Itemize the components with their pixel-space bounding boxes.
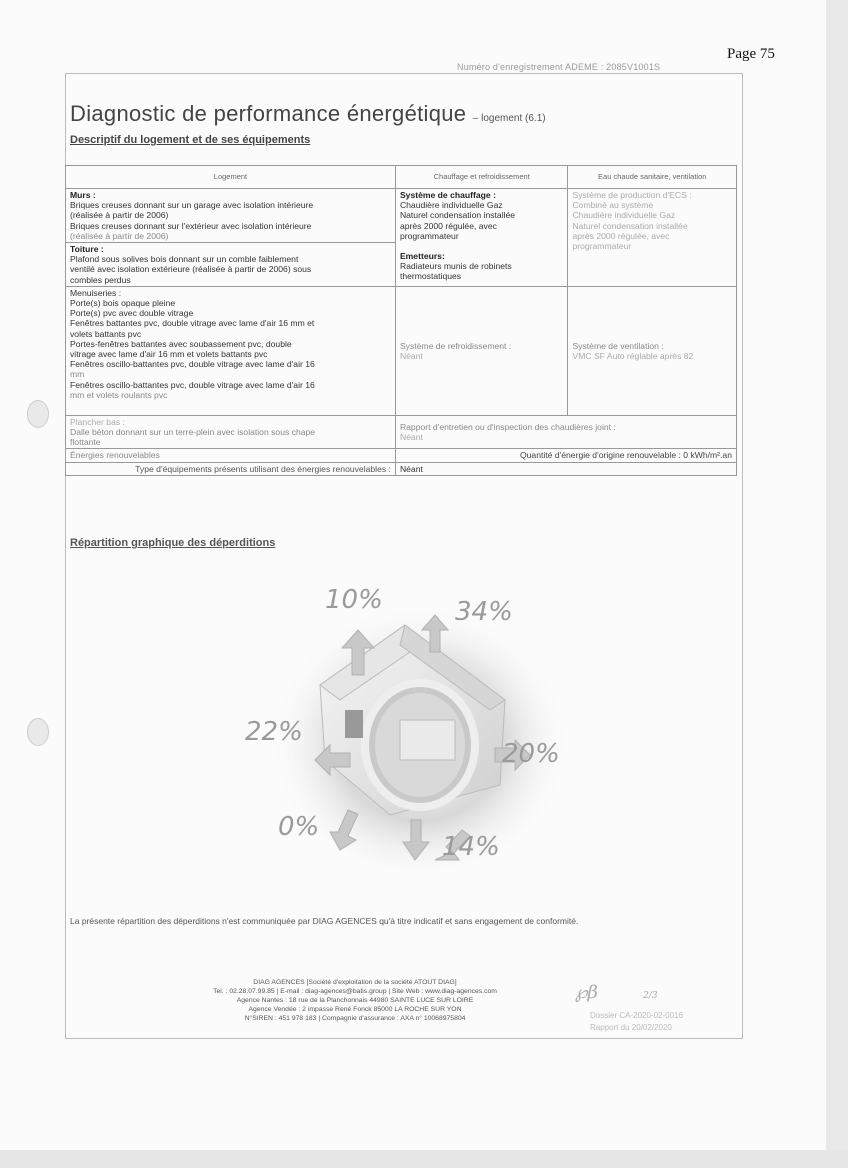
murs-line: (réalisée à partir de 2006) — [70, 210, 169, 221]
table-row — [66, 189, 737, 243]
menuiseries-line: mm et volets roulants pvc — [70, 389, 168, 400]
title-subtitle: – logement (6.1) — [472, 113, 546, 124]
plancher-line: flottante — [70, 437, 101, 448]
cell-renew-type-label: Type d'équipements présents utilisant des énergies renouvelables : — [66, 462, 396, 475]
menuiseries-line: Fenêtres battantes pvc, double vitrage avec lame d'air 16 mm et — [70, 318, 315, 329]
registration-number: Numéro d'enregistrement ADEME : 2085V1001S — [457, 62, 661, 72]
repartition-title: Répartition graphique des déperditions — [70, 537, 276, 549]
cell-refroidissement — [395, 286, 568, 415]
footer-line: Agence Nantes : 18 rue de la Planchonnais 44980 SAINTE LUCE SUR LOIRE — [236, 997, 474, 1004]
initials-signature: ℘β 2/3 — [575, 982, 658, 1003]
company-footer — [120, 978, 590, 1023]
ecs-line: programmateur — [572, 241, 632, 252]
ecs-label: Système de production d'ECS : — [572, 190, 692, 200]
menuiseries-line: volets battants pvc — [70, 328, 142, 339]
spacer — [400, 241, 564, 251]
table-header-row — [66, 166, 737, 189]
scan-edge — [826, 0, 848, 1168]
menuiseries-line: Porte(s) bois opaque pleine — [70, 298, 176, 309]
cell-toiture — [66, 243, 396, 287]
label-walls: 22% — [245, 717, 303, 747]
chauffage-line: Naturel condensation installée — [399, 210, 516, 221]
emetteurs-line: thermostatiques — [399, 271, 462, 282]
murs-line: Briques creuses donnant sur un garage avec isolation intérieure — [70, 200, 314, 211]
plancher-label: Plancher bas : — [70, 416, 125, 427]
section-title: Descriptif du logement et de ses équipements — [70, 134, 311, 146]
report-date: Rapport du 20/02/2020 — [590, 1023, 672, 1032]
ventilation-label: Système de ventilation : — [572, 340, 664, 351]
page-title — [70, 101, 546, 127]
menuiseries-line: Portes-fenêtres battantes avec soubassement pvc, double — [70, 338, 292, 349]
label-thermal-bridges: 0% — [278, 812, 320, 842]
ventilation-value: VMC SF Auto réglable après 82 — [572, 350, 694, 361]
cell-renew-qty: Quantité d'énergie d'origine renouvelable : 0 kWh/m².an — [395, 449, 736, 462]
label-roof: 10% — [325, 585, 383, 615]
page-number: Page 75 — [727, 46, 775, 62]
cell-ecs — [568, 189, 737, 287]
title-text: Diagnostic de performance énergétique — [70, 101, 467, 126]
menuiseries-line: mm — [70, 369, 85, 380]
binder-hole — [27, 400, 49, 428]
deperditions-diagram — [230, 570, 610, 870]
toiture-line: ventilé avec isolation extérieure (réalisée à partir de 2006) sous — [70, 264, 312, 275]
footer-line: DIAG AGENCES [Société d'exploitation de la société ATOUT DIAG] — [253, 979, 457, 986]
chauffage-line: Chaudière individuelle Gaz — [399, 200, 503, 211]
cell-menuiseries — [66, 286, 396, 415]
ecs-line: après 2000 régulée, avec — [572, 230, 670, 241]
cell-rapport — [395, 415, 736, 449]
table-row — [66, 286, 737, 415]
menuiseries-line: Fenêtres oscillo-battantes pvc, double vitrage avec lame d'air 16 — [70, 379, 315, 390]
equipment-table — [65, 165, 737, 476]
refroidissement-label: Système de refroidissement : — [399, 340, 512, 351]
menuiseries-label: Menuiseries : — [70, 287, 122, 298]
cell-renew-type-value: Néant — [395, 462, 736, 475]
murs-label: Murs : — [70, 190, 96, 200]
ecs-line: Naturel condensation installée — [572, 220, 688, 231]
disclaimer-note: La présente répartition des déperditions n'est communiquée par DIAG AGENCES qu'à titre indicatif et sans engagement de conformité. — [70, 916, 579, 926]
label-floor: 14% — [442, 832, 500, 862]
ecs-line: Chaudière individuelle Gaz — [572, 210, 676, 221]
murs-line: (réalisée à partir de 2006) — [70, 230, 169, 241]
chauffage-line: programmateur — [399, 230, 459, 241]
emetteurs-line: Radiateurs munis de robinets — [399, 261, 512, 272]
label-ventilation: 34% — [455, 597, 513, 627]
menuiseries-line: Porte(s) pvc avec double vitrage — [70, 308, 194, 319]
menuiseries-line: Fenêtres oscillo-battantes pvc, double vitrage avec lame d'air 16 — [70, 359, 315, 370]
header-logement: Logement — [66, 166, 396, 189]
toiture-label: Toiture : — [70, 244, 104, 255]
cell-plancher — [66, 415, 396, 449]
dossier-reference — [590, 1010, 683, 1034]
cell-ventilation — [568, 286, 737, 415]
window-icon — [345, 710, 363, 738]
footer-line: Agence Vendée : 2 impasse René Fonck 85000 LA ROCHE SUR YON — [248, 1006, 462, 1013]
ecs-line: Combiné au système — [572, 200, 654, 211]
scan-bottom-band — [0, 1150, 848, 1168]
footer-line: N°SIREN : 451 978 183 | Compagnie d'assurance : AXA n° 10068975804 — [244, 1015, 466, 1022]
emetteurs-label: Emetteurs: — [399, 251, 445, 262]
header-ecs: Eau chaude sanitaire, ventilation — [568, 166, 737, 189]
rapport-value: Néant — [399, 432, 423, 443]
label-windows: 20% — [502, 739, 560, 769]
refroidissement-value: Néant — [399, 350, 423, 361]
cell-chauffage — [395, 189, 568, 287]
murs-line: Briques creuses donnant sur l'extérieur avec isolation intérieure — [70, 220, 312, 231]
table-row — [66, 415, 737, 449]
cell-murs — [66, 189, 396, 243]
page-fraction: 2/3 — [643, 991, 658, 1001]
binder-hole — [27, 718, 49, 746]
chauffage-line: après 2000 régulée, avec — [399, 220, 497, 231]
plancher-line: Dalle béton donnant sur un terre-plein avec isolation sous chape — [70, 427, 316, 438]
table-row — [66, 462, 737, 475]
toiture-line: Plafond sous solives bois donnant sur un comble faiblement — [70, 254, 299, 265]
chauffage-label: Système de chauffage : — [399, 190, 496, 200]
header-chauffage: Chauffage et refroidissement — [395, 166, 568, 189]
toiture-line: combles perdus — [70, 274, 131, 285]
table-row — [66, 449, 737, 462]
rapport-label: Rapport d'entretien ou d'inspection des chaudières joint : — [399, 421, 616, 432]
dossier-number: Dossier CA-2020-02-0016 — [590, 1011, 683, 1020]
cell-renew-label: Énergies renouvelables — [66, 449, 396, 462]
menuiseries-line: vitrage avec lame d'air 16 mm et volets battants pvc — [70, 349, 268, 360]
footer-line: Tel. : 02.28.07.99.85 | E-mail : diag-agences@batis.group | Site Web : www.diag-agences.com — [213, 988, 497, 995]
